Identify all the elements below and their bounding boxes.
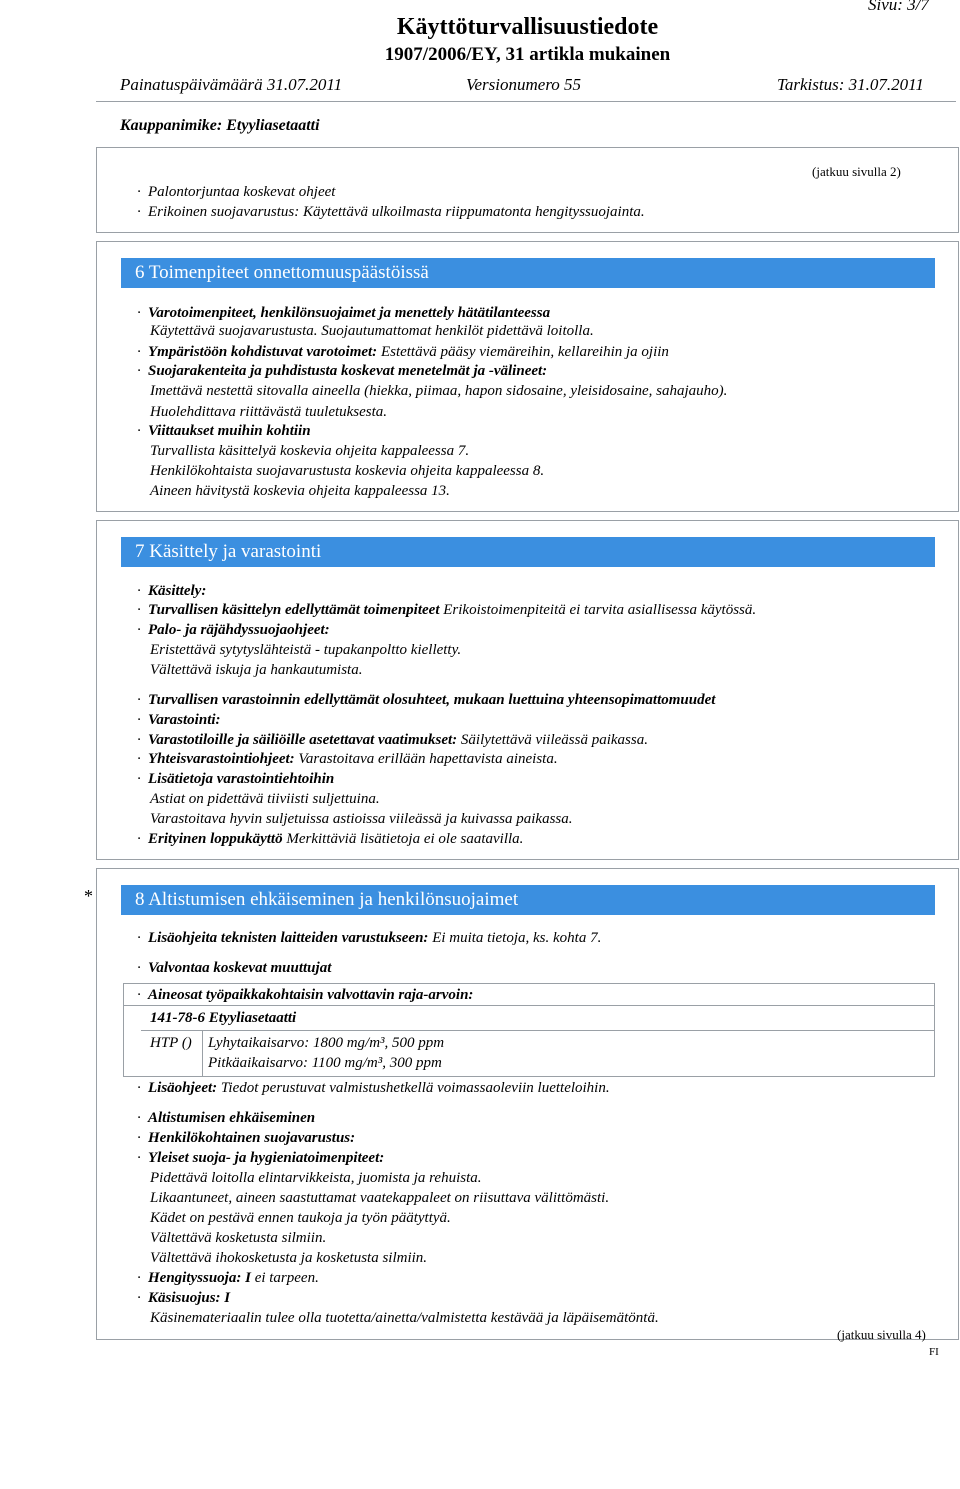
htp-label: HTP () bbox=[150, 1035, 192, 1051]
hygiene-3: Kädet on pestävä ennen taukoja ja työn päätyttyä. bbox=[150, 1210, 451, 1226]
reference-1: Turvallista käsittelyä koskevia ohjeita kappaleessa 7. bbox=[150, 443, 470, 459]
hygiene-label: · Yleiset suoja- ja hygieniatoimenpiteet: bbox=[137, 1150, 385, 1166]
exposure-controls-label: · Altistumisen ehkäiseminen bbox=[137, 1110, 316, 1126]
respiratory-protection: · Hengityssuoja: I ei tarpeen. bbox=[137, 1270, 319, 1286]
specific-end-use: · Erityinen loppukäyttö Merkittäviä lisätietoja ei ole saatavilla. bbox=[137, 831, 524, 847]
language-code: FI bbox=[929, 1346, 939, 1358]
references-label: · Viittaukset muihin kohtiin bbox=[137, 423, 311, 439]
continued-from-note: (jatkuu sivulla 2) bbox=[812, 164, 901, 179]
fire-protection-label: · Palo- ja räjähdyssuojaohjeet: bbox=[137, 622, 330, 638]
section-7-heading: 7 Käsittely ja varastointi bbox=[121, 537, 935, 567]
fire-protection-2: Vältettävä iskuja ja hankautumista. bbox=[150, 662, 363, 678]
hygiene-2: Likaantuneet, aineen saastuttamat vaatekappaleet on riisuttava välittömästi. bbox=[150, 1190, 610, 1206]
hygiene-5: Vältettävä ihokosketusta ja kosketusta silmiin. bbox=[150, 1250, 428, 1266]
trade-name: Kauppanimike: Etyyliasetaatti bbox=[120, 117, 320, 134]
storage-conditions-label: · Turvallisen varastoinnin edellyttämät olosuhteet, mukaan luettuina yhteensopimattomuudet bbox=[137, 692, 716, 708]
document-title: Käyttöturvallisuustiedote bbox=[396, 14, 659, 40]
cleanup-text-2: Huolehdittava riittävästä tuuletuksesta. bbox=[150, 404, 388, 420]
hand-protection-label: · Käsisuojus: I bbox=[137, 1290, 231, 1306]
precautions-label: · Varotoimenpiteet, henkilönsuojaimet ja menettely hätätilanteessa bbox=[137, 305, 551, 321]
storage-label: · Varastointi: bbox=[137, 712, 221, 728]
limits-substance-divider bbox=[141, 1030, 935, 1031]
version-number: Versionumero 55 bbox=[466, 75, 582, 94]
precautions-text: Käytettävä suojavarustusta. Suojautumattomat henkilöt pidettävä loitolla. bbox=[150, 323, 594, 339]
control-parameters-label: · Valvontaa koskevat muuttujat bbox=[137, 960, 332, 976]
storage-info-1: Astiat on pidettävä tiiviisti suljettuina. bbox=[150, 791, 380, 807]
print-date: Painatuspäivämäärä 31.07.2011 bbox=[120, 75, 343, 94]
joint-storage: · Yhteisvarastointiohjeet: Varastoitava erillään hapettavista aineista. bbox=[137, 751, 558, 767]
limits-header-divider bbox=[123, 1005, 935, 1006]
section-8-heading: 8 Altistumisen ehkäiseminen ja henkilönsuojaimet bbox=[121, 885, 935, 915]
substance-name: 141-78-6 Etyyliasetaatti bbox=[150, 1010, 297, 1026]
regulation-subtitle: 1907/2006/EY, 31 artikla mukainen bbox=[384, 44, 671, 65]
header-divider bbox=[96, 101, 956, 102]
safe-handling-line: · Turvallisen käsittelyn edellyttämät toimenpiteet Erikoistoimenpiteitä ei tarvita asiallisessa käytössä. bbox=[137, 602, 757, 618]
reference-3: Aineen hävitystä koskevia ohjeita kappaleessa 13. bbox=[150, 483, 450, 499]
reference-2: Henkilökohtaista suojavarustusta koskevia ohjeita kappaleessa 8. bbox=[150, 463, 545, 479]
storage-info-label: · Lisätietoja varastointiehtoihin bbox=[137, 771, 335, 787]
revision-date: Tarkistus: 31.07.2011 bbox=[777, 75, 924, 94]
long-term-limit: Pitkäaikaisarvo: 1100 mg/m³, 300 ppm bbox=[208, 1055, 442, 1071]
page-number: Sivu: 3/7 bbox=[868, 0, 929, 14]
environment-precautions: · Ympäristöön kohdistuvat varotoimet: Estettävä pääsy viemäreihin, kellareihin ja ojiin bbox=[137, 344, 669, 360]
special-equipment-line: · Erikoinen suojavarustus: Käytettävä ulkoilmasta riippumatonta hengityssuojainta. bbox=[137, 204, 645, 220]
handling-label: · Käsittely: bbox=[137, 583, 207, 599]
storage-info-2: Varastoitava hyvin suljetuissa astioissa viileässä ja kuivassa paikassa. bbox=[150, 811, 573, 827]
storage-requirements: · Varastotiloille ja säiliöille asetettavat vaatimukset: Säilytettävä viileässä paikassa. bbox=[137, 732, 648, 748]
technical-measures: · Lisäohjeita teknisten laitteiden varustukseen: Ei muita tietoja, ks. kohta 7. bbox=[137, 930, 602, 946]
continued-to-note: (jatkuu sivulla 4) bbox=[837, 1327, 926, 1342]
hand-protection-text: Käsinemateriaalin tulee olla tuotetta/ainetta/valmistetta kestävää ja läpäisemätöntä. bbox=[150, 1310, 659, 1326]
limits-label: · Aineosat työpaikkakohtaisin valvottavin raja-arvoin: bbox=[137, 987, 474, 1003]
fire-protection-1: Eristettävä sytytyslähteistä - tupakanpoltto kielletty. bbox=[150, 642, 462, 658]
short-term-limit: Lyhytaikaisarvo: 1800 mg/m³, 500 ppm bbox=[208, 1035, 445, 1051]
section-6-heading: 6 Toimenpiteet onnettomuuspäästöissä bbox=[121, 258, 935, 288]
cleanup-label: · Suojarakenteita ja puhdistusta koskevat menetelmät ja -välineet: bbox=[137, 363, 548, 379]
additional-info: · Lisäohjeet: Tiedot perustuvat valmistushetkellä voimassaoleviin luetteloihin. bbox=[137, 1080, 610, 1096]
hygiene-4: Vältettävä kosketusta silmiin. bbox=[150, 1230, 327, 1246]
ppe-label: · Henkilökohtainen suojavarustus: bbox=[137, 1130, 356, 1146]
revision-marker: * bbox=[84, 886, 93, 906]
cleanup-text-1: Imettävä nestettä sitovalla aineella (hiekka, piimaa, hapon sidosaine, yleisidosaine, sahajauho). bbox=[150, 383, 728, 399]
hygiene-1: Pidettävä loitolla elintarvikkeista, juomista ja rehuista. bbox=[150, 1170, 482, 1186]
htp-column-divider bbox=[202, 1030, 203, 1077]
fire-instructions-line: · Palontorjuntaa koskevat ohjeet bbox=[137, 184, 336, 200]
